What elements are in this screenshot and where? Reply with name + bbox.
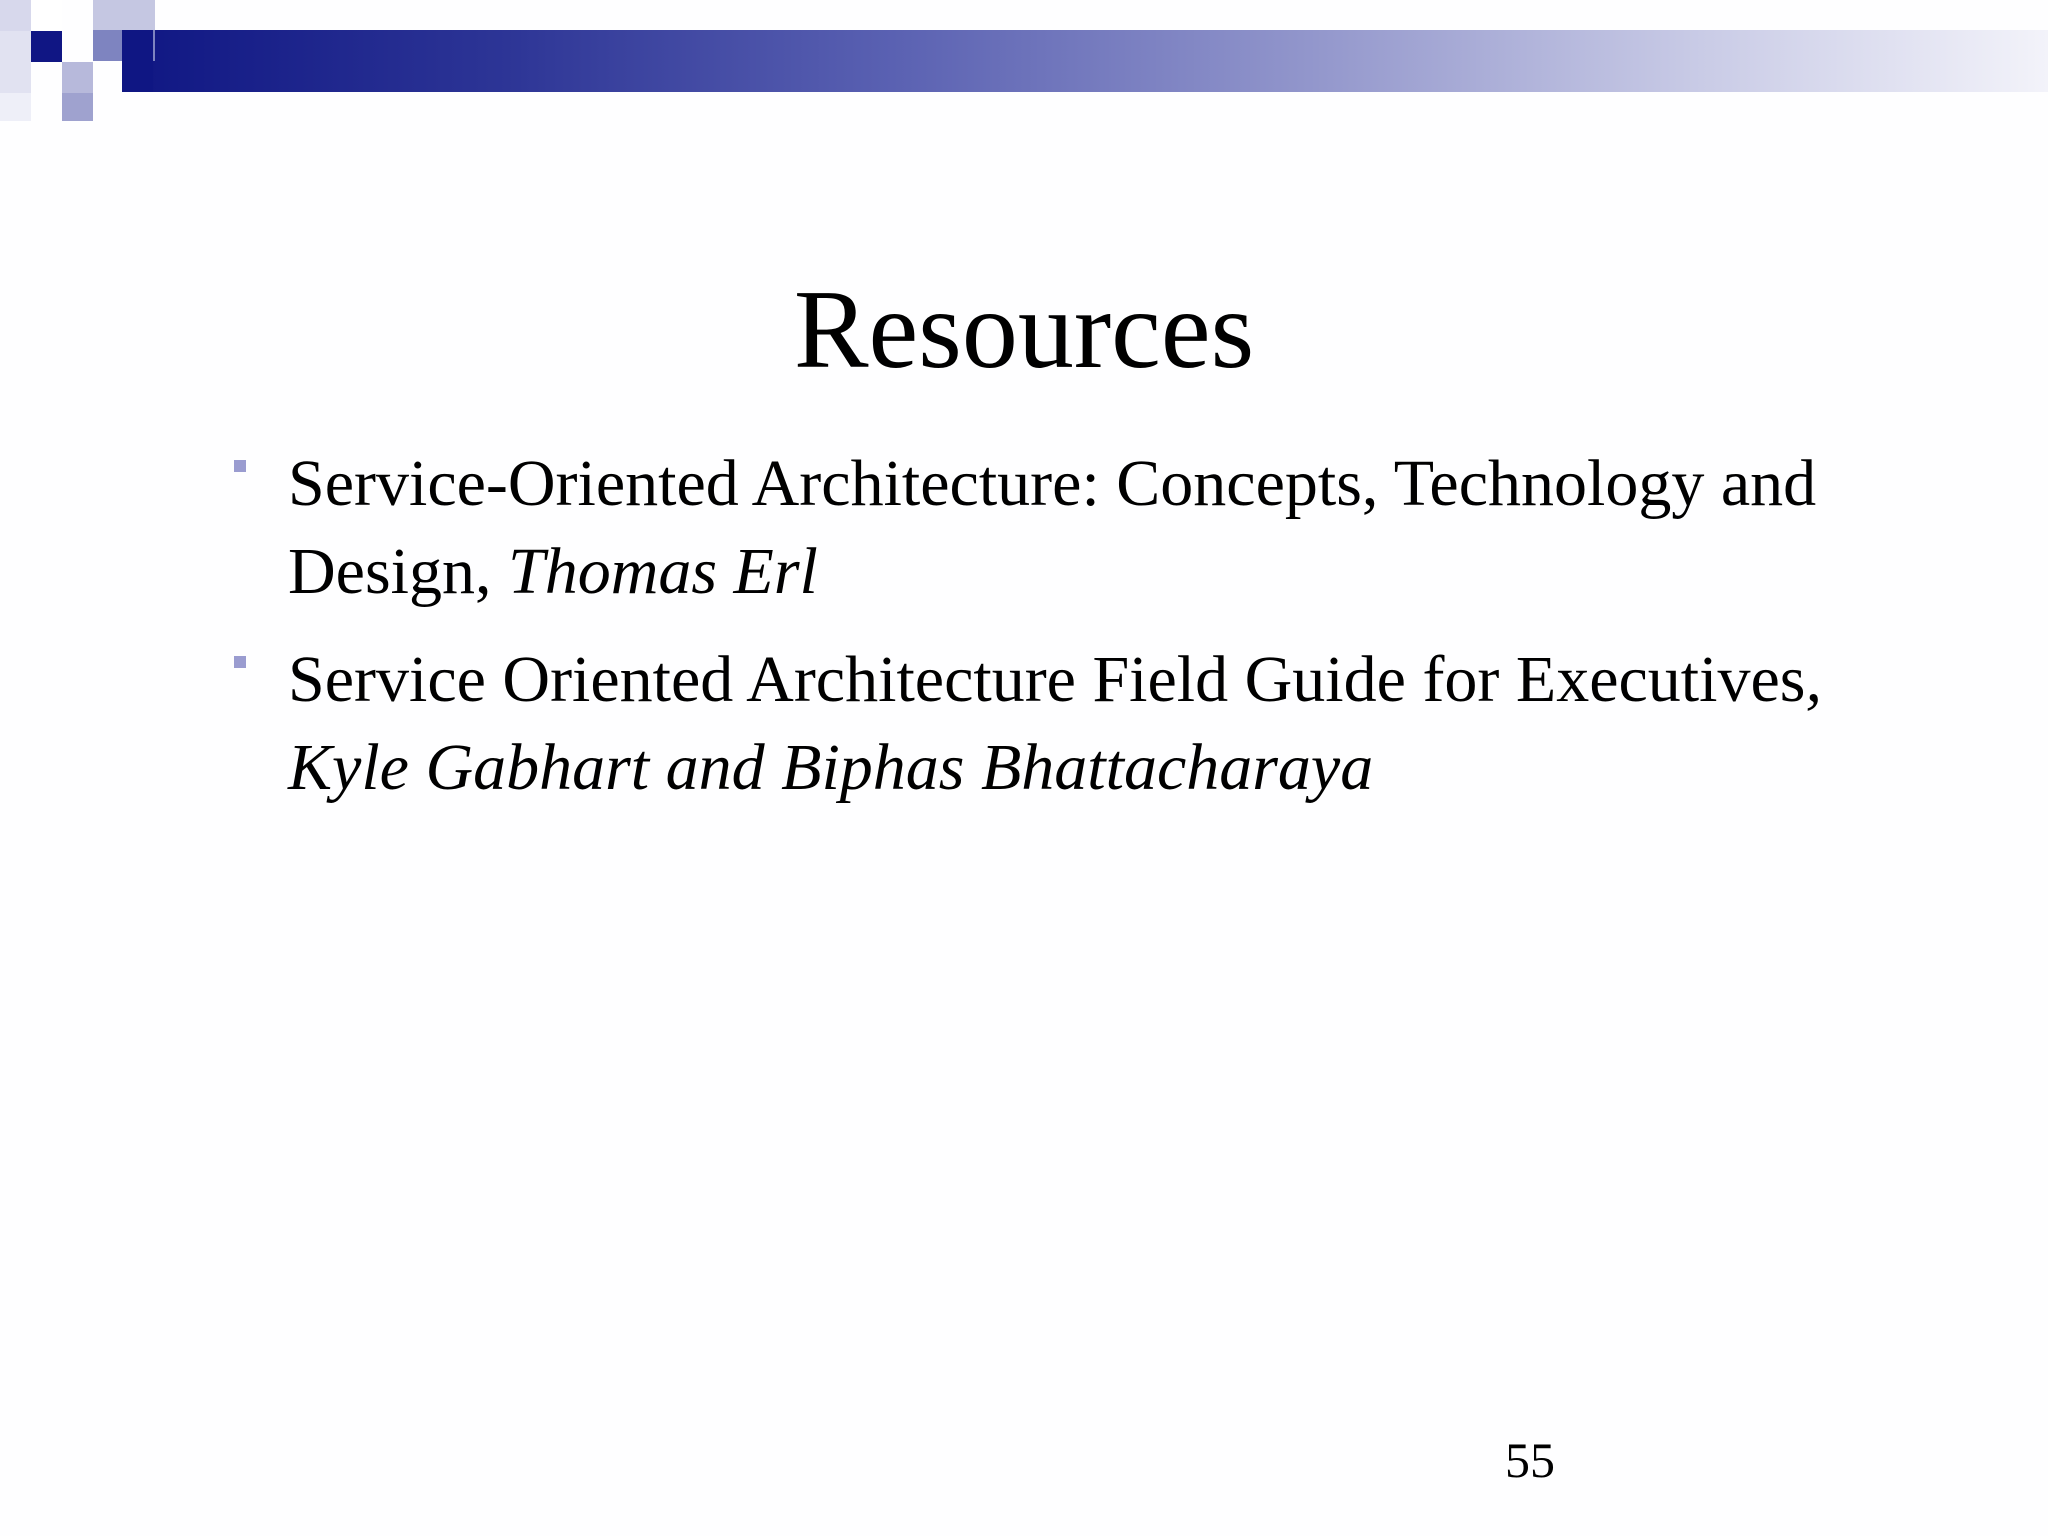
decor-square — [0, 0, 31, 31]
decor-square — [0, 31, 31, 93]
decor-square — [93, 0, 155, 30]
decor-square — [122, 30, 153, 92]
decor-square — [31, 31, 62, 62]
decor-square — [0, 93, 31, 121]
decor-square — [31, 0, 62, 31]
resource-title: Service Oriented Architecture Field Guide for Executives — [288, 643, 1806, 716]
decor-square — [62, 62, 93, 93]
resource-author: Thomas Erl — [507, 535, 818, 608]
page-number: 55 — [1505, 1432, 1555, 1488]
slide-title: Resources — [793, 268, 1255, 393]
resource-author: , Kyle Gabhart and Biphas Bhattacharaya — [288, 643, 1822, 804]
resource-title: Service-Oriented Architecture: Concepts, Technology and Design, — [288, 447, 1817, 608]
square-bullet-icon — [234, 656, 246, 668]
resource-item — [230, 440, 1950, 616]
resource-list — [230, 440, 1950, 832]
square-bullet-icon — [234, 460, 246, 472]
header-gradient-band — [122, 30, 2048, 92]
resource-item — [230, 636, 1950, 812]
decor-square — [62, 93, 93, 121]
